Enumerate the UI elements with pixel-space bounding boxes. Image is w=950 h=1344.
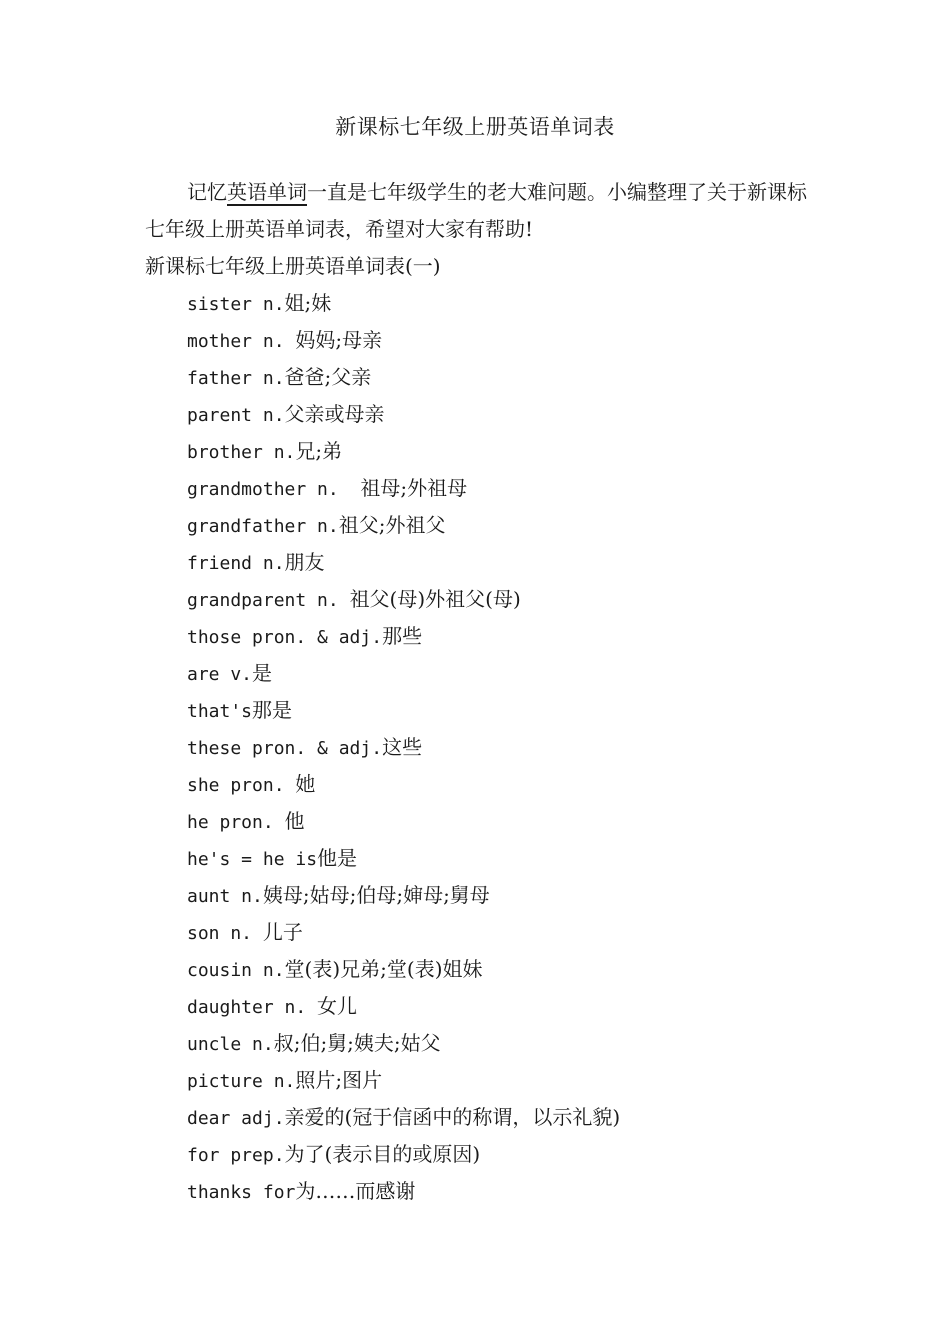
chinese-meaning: 姐;妹: [284, 291, 332, 315]
english-term: she pron.: [187, 775, 296, 796]
english-term: mother n.: [187, 331, 296, 352]
chinese-meaning: 他: [284, 809, 305, 833]
chinese-meaning: 父亲或母亲: [284, 402, 385, 426]
english-term: brother n.: [187, 442, 296, 463]
english-term: sister n.: [187, 294, 285, 315]
chinese-meaning: 那些: [382, 624, 423, 648]
english-term: parent n.: [187, 405, 285, 426]
vocabulary-entry: [187, 729, 620, 766]
vocabulary-entry: [187, 1099, 620, 1136]
chinese-meaning: 是: [252, 661, 273, 685]
english-term: aunt n.: [187, 886, 263, 907]
vocabulary-entry: [187, 322, 620, 359]
vocabulary-entry: [187, 581, 620, 618]
chinese-meaning: 这些: [382, 735, 423, 759]
chinese-meaning: 为……而感谢: [295, 1179, 416, 1203]
english-term: grandfather n.: [187, 516, 339, 537]
english-term: son n.: [187, 923, 263, 944]
chinese-meaning: 祖父;外祖父: [338, 513, 446, 537]
vocabulary-entry: [187, 988, 620, 1025]
vocabulary-entry: [187, 692, 620, 729]
chinese-meaning: 照片;图片: [295, 1068, 383, 1092]
vocabulary-entry: [187, 433, 620, 470]
english-term: thanks for: [187, 1182, 296, 1203]
vocabulary-entry: [187, 766, 620, 803]
vocabulary-entry: [187, 655, 620, 692]
vocabulary-list: [187, 285, 620, 1210]
chinese-meaning: 女儿: [317, 994, 358, 1018]
english-words-link[interactable]: 英语单词: [227, 180, 307, 204]
chinese-meaning: 儿子: [262, 920, 303, 944]
english-term: cousin n.: [187, 960, 285, 981]
vocabulary-entry: [187, 951, 620, 988]
english-term: daughter n.: [187, 997, 318, 1018]
chinese-meaning: 那是: [252, 698, 293, 722]
chinese-meaning: 妈妈;母亲: [295, 328, 383, 352]
english-term: for prep.: [187, 1145, 285, 1166]
intro-paragraph: [145, 174, 810, 248]
chinese-meaning: 亲爱的(冠于信函中的称谓，以示礼貌): [284, 1105, 621, 1129]
vocabulary-entry: [187, 1136, 620, 1173]
vocabulary-entry: [187, 618, 620, 655]
vocabulary-entry: [187, 840, 620, 877]
english-term: are v.: [187, 664, 253, 685]
vocabulary-entry: [187, 1062, 620, 1099]
english-term: that's: [187, 701, 253, 722]
vocabulary-entry: [187, 803, 620, 840]
english-term: these pron. & adj.: [187, 738, 383, 759]
english-term: picture n.: [187, 1071, 296, 1092]
english-term: uncle n.: [187, 1034, 274, 1055]
chinese-meaning: 他是: [317, 846, 358, 870]
vocabulary-entry: [187, 470, 620, 507]
vocabulary-entry: [187, 507, 620, 544]
section-heading: 新课标七年级上册英语单词表(一): [145, 254, 441, 278]
chinese-meaning: 叔;伯;舅;姨夫;姑父: [273, 1031, 441, 1055]
chinese-meaning: 爸爸;父亲: [284, 365, 372, 389]
vocabulary-entry: [187, 359, 620, 396]
chinese-meaning: 堂(表)兄弟;堂(表)姐妹: [284, 957, 483, 981]
chinese-meaning: 朋友: [284, 550, 325, 574]
intro-text-start: 记忆: [187, 180, 227, 204]
english-term: grandmother n.: [187, 479, 361, 500]
chinese-meaning: 祖父(母)外祖父(母): [349, 587, 521, 611]
vocabulary-entry: [187, 1025, 620, 1062]
chinese-meaning: 兄;弟: [295, 439, 343, 463]
page-title: 新课标七年级上册英语单词表: [335, 115, 615, 139]
vocabulary-entry: [187, 544, 620, 581]
english-term: he's = he is: [187, 849, 318, 870]
chinese-meaning: 姨母;姑母;伯母;婶母;舅母: [262, 883, 490, 907]
vocabulary-entry: [187, 914, 620, 951]
english-term: he pron.: [187, 812, 285, 833]
english-term: father n.: [187, 368, 285, 389]
vocabulary-entry: [187, 396, 620, 433]
intro-text-end: 一直是七年级学生的老大难问题。小编整理了关于新课标七年级上册英语单词表，希望对大家有帮助!: [145, 180, 807, 241]
english-term: those pron. & adj.: [187, 627, 383, 648]
vocabulary-entry: [187, 1173, 620, 1210]
chinese-meaning: 祖母;外祖母: [360, 476, 468, 500]
vocabulary-entry: [187, 285, 620, 322]
chinese-meaning: 为了(表示目的或原因): [284, 1142, 481, 1166]
chinese-meaning: 她: [295, 772, 316, 796]
english-term: friend n.: [187, 553, 285, 574]
english-term: dear adj.: [187, 1108, 285, 1129]
english-term: grandparent n.: [187, 590, 350, 611]
vocabulary-entry: [187, 877, 620, 914]
